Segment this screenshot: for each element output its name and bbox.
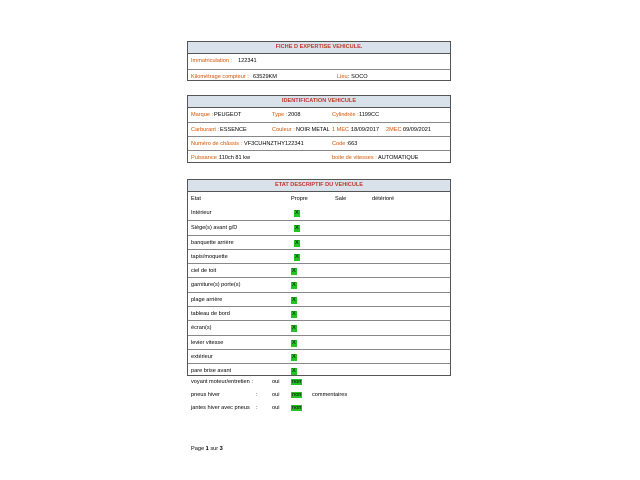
chassis-value: VF3CUHNZTHY122341 xyxy=(244,141,304,147)
etat-rows xyxy=(188,206,450,378)
commentaires-label: commentaires xyxy=(312,392,348,398)
cylindree-value: 1199CC xyxy=(359,112,380,118)
etat-row xyxy=(188,263,450,277)
etat-item-label: levier vitesse xyxy=(191,339,224,346)
propre-check-mark: X xyxy=(295,253,299,260)
etat-item-label: extérieur xyxy=(191,353,213,360)
etat-row xyxy=(188,277,450,291)
type-value: 2008 xyxy=(288,112,301,118)
kilometrage-value: 63529KM xyxy=(253,74,277,80)
etat-row xyxy=(188,220,450,234)
etat-item-label: tapis/moquette xyxy=(191,253,228,260)
propre-check-mark: X xyxy=(292,325,296,332)
row-marque xyxy=(188,108,450,122)
question-label: jantes hiver avec pneus xyxy=(191,405,250,411)
etat-row xyxy=(188,206,450,220)
marque-label: Marque : xyxy=(191,112,214,118)
boite-value: AUTOMATIQUE xyxy=(378,155,419,161)
puissance-value: 110ch 81 kw xyxy=(219,155,250,161)
etat-box xyxy=(187,179,451,376)
question-colon: : xyxy=(256,405,258,411)
propre-check-mark: X xyxy=(295,210,299,216)
propre-check-mark: X xyxy=(292,339,296,346)
carburant-label: Carburant : xyxy=(191,127,219,133)
etat-item-label: écran(s) xyxy=(191,325,212,332)
etat-row xyxy=(188,335,450,349)
identification-box xyxy=(187,95,451,163)
expertise-title: FICHE D EXPERTISE VEHICULE. xyxy=(188,42,450,54)
row-puissance xyxy=(188,150,450,164)
footer-total-pages: 3 xyxy=(219,446,223,452)
row-kilometrage xyxy=(188,69,450,84)
row-chassis xyxy=(188,136,450,150)
footer-page-word: Page xyxy=(191,446,205,452)
couleur-value: NOIR METAL xyxy=(296,127,330,133)
answer-non: non xyxy=(292,392,302,398)
cylindree-label: Cylindrée : xyxy=(332,112,359,118)
type-label: Type : xyxy=(272,112,288,118)
lieu-value: : SOCO xyxy=(348,74,368,80)
propre-check-mark: X xyxy=(292,268,296,275)
propre-check-mark: X xyxy=(295,225,299,232)
question-colon: : xyxy=(256,392,258,398)
code-label: Code : xyxy=(332,141,349,147)
row-immatriculation xyxy=(188,54,450,69)
answer-non: non xyxy=(292,405,302,411)
marque-value: PEUGEOT xyxy=(214,112,242,118)
expertise-box xyxy=(187,41,451,81)
kilometrage-label: Kilométrage compteur : xyxy=(191,74,249,80)
etat-item-label: Intérieur xyxy=(191,210,212,216)
propre-check-mark: X xyxy=(292,296,296,303)
etat-row xyxy=(188,235,450,249)
propre-check-mark: X xyxy=(292,353,296,360)
mec2-value: 09/09/2021 xyxy=(403,127,431,133)
page-footer xyxy=(191,446,223,452)
propre-check-mark: X xyxy=(295,239,299,246)
question-row xyxy=(191,392,371,402)
etat-item-label: Siège(s) avant g/D xyxy=(191,225,238,232)
couleur-label: Couleur : xyxy=(272,127,295,133)
header-deteriore: détérioré xyxy=(372,196,395,202)
answer-oui: oui xyxy=(272,379,280,385)
mec1-value: 18/09/2017 xyxy=(351,127,379,133)
carburant-value: ESSENCE xyxy=(220,127,247,133)
footer-current-page: 1 xyxy=(205,446,209,452)
propre-check-mark: X xyxy=(292,311,296,318)
etat-row xyxy=(188,363,450,377)
etat-item-label: pare brise avant xyxy=(191,368,232,375)
etat-item-label: garniture(s) porte(s) xyxy=(191,282,241,289)
propre-check-mark: X xyxy=(292,282,296,289)
etat-row xyxy=(188,306,450,320)
boite-label: boite de vitesses : xyxy=(332,155,377,161)
identification-title: IDENTIFICATION VEHICULE xyxy=(188,96,450,108)
etat-row xyxy=(188,249,450,263)
header-propre: Propre xyxy=(291,196,308,202)
answer-oui: oui xyxy=(272,392,280,398)
immatriculation-value: 122341 xyxy=(238,58,257,64)
etat-item-label: tableau de bord xyxy=(191,311,230,318)
question-label: pneus hiver xyxy=(191,392,220,398)
header-etat: Etat xyxy=(191,196,201,202)
etat-title: ETAT DESCRIPTIF DU VEHICULE xyxy=(188,180,450,192)
etat-header-row xyxy=(188,192,450,206)
lieu-label: Lieu xyxy=(337,74,348,80)
code-value: 663 xyxy=(348,141,358,147)
mec2-label: 2MEC : xyxy=(386,127,405,133)
answer-oui: oui xyxy=(272,405,280,411)
immatriculation-label: Immatriculation : xyxy=(191,58,233,64)
puissance-label: Puissance : xyxy=(191,155,220,161)
mec1-label: 1 MEC : xyxy=(332,127,353,133)
etat-row xyxy=(188,349,450,363)
question-row xyxy=(191,379,371,389)
question-row xyxy=(191,405,371,415)
row-carburant xyxy=(188,122,450,136)
etat-item-label: ciel de toit xyxy=(191,268,217,275)
header-sale: Sale xyxy=(335,196,347,202)
propre-check-mark: X xyxy=(292,368,296,375)
etat-row xyxy=(188,320,450,334)
etat-row xyxy=(188,292,450,306)
etat-item-label: banquette arrière xyxy=(191,239,234,246)
footer-sur-word: sur xyxy=(210,446,219,452)
question-label: voyant moteur/entretien : xyxy=(191,379,253,385)
etat-item-label: plage arrière xyxy=(191,296,223,303)
chassis-label: Numéro de châssis : xyxy=(191,141,242,147)
answer-non: non xyxy=(292,379,302,385)
